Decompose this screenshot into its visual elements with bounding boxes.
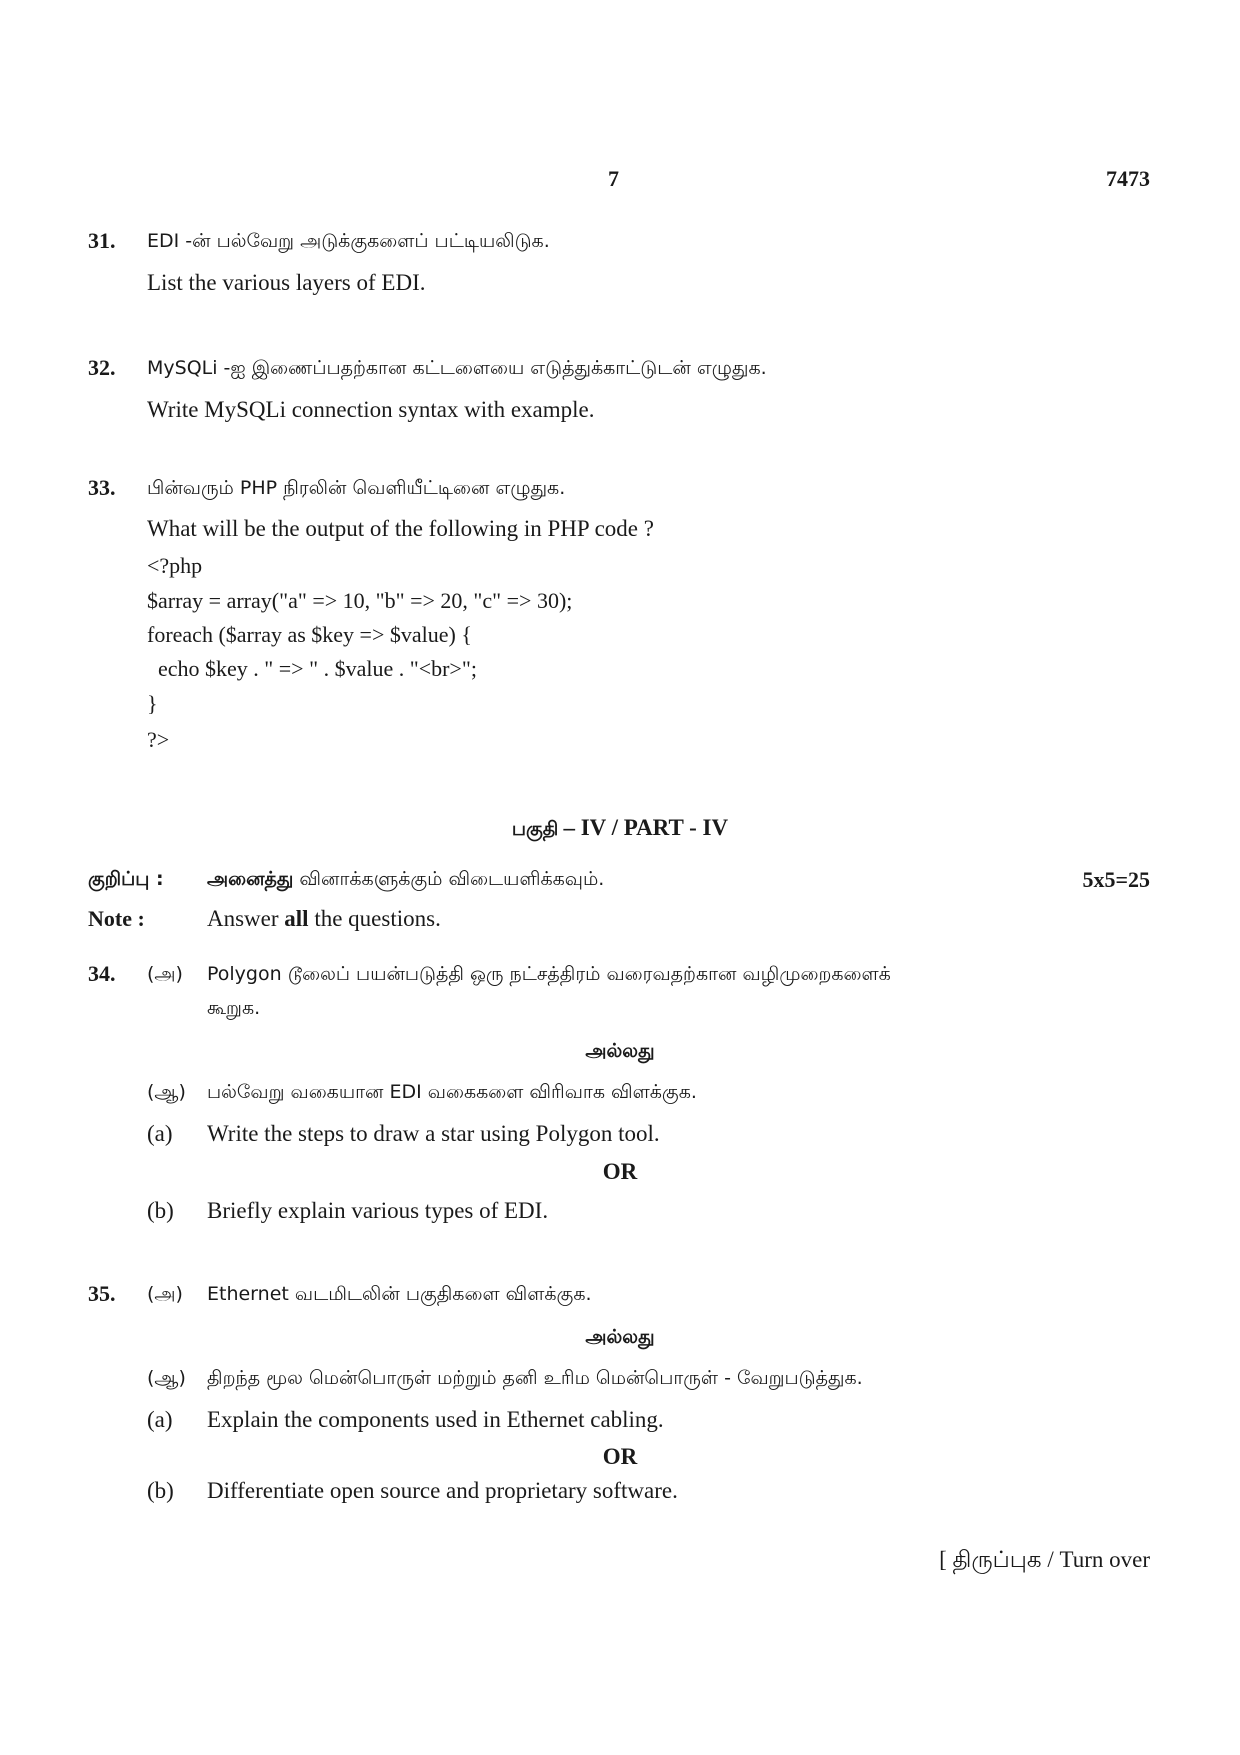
q31-english-text: List the various layers of EDI.	[147, 270, 426, 295]
code-line: ?>	[147, 727, 170, 752]
or-separator-tamil: அல்லது	[585, 1326, 655, 1348]
paper-code: 7473	[1106, 166, 1150, 191]
code-line: echo $key . " => " . $value . "<br>";	[147, 656, 477, 681]
note-label-english: Note :	[88, 906, 145, 931]
note-text-tamil	[207, 868, 604, 893]
section-heading-tamil: பகுதி	[511, 818, 559, 840]
q31-tamil-text: EDI -ன் பல்வேறு அடுக்குகளைப் பட்டியலிடுக.	[147, 230, 550, 252]
note-rest-tamil: வினாக்களுக்கும் விடையளிக்கவும்.	[299, 868, 605, 890]
question-number-34: 34.	[88, 961, 116, 986]
note-text-english	[207, 906, 441, 932]
section-heading	[0, 815, 1240, 843]
question-number-33: 33.	[88, 475, 116, 500]
q33-english-text: What will be the output of the following in PHP code ?	[147, 516, 654, 541]
q35-option-a-label: (a)	[147, 1407, 173, 1432]
or-separator-tamil: அல்லது	[585, 1040, 655, 1062]
q35-option-a-tamil: Ethernet வடமிடலின் பகுதிகளை விளக்குக.	[207, 1283, 592, 1305]
q34-option-a-english: Write the steps to draw a star using Polygon tool.	[207, 1121, 660, 1146]
q34-option-b-label-tamil: (ஆ)	[147, 1081, 186, 1103]
q35-option-b-english: Differentiate open source and proprietary software.	[207, 1478, 678, 1503]
marks-allocation: 5x5=25	[1082, 867, 1150, 892]
note-emphasis: all	[284, 906, 309, 931]
note-emphasis-tamil: அனைத்து	[207, 868, 294, 890]
or-separator: OR	[602, 1159, 638, 1184]
note-label-tamil: குறிப்பு :	[88, 868, 164, 890]
question-number-35: 35.	[88, 1281, 116, 1306]
turn-over-note: [ திருப்புக / Turn over	[939, 1547, 1150, 1572]
q34-option-a-tamil-cont: கூறுக.	[207, 997, 261, 1019]
code-line: <?php	[147, 553, 203, 578]
q35-option-a-label-tamil: (அ)	[147, 1283, 183, 1305]
page-number: 7	[608, 166, 619, 191]
code-line: }	[147, 691, 158, 716]
q34-option-a-tamil: Polygon டூலைப் பயன்படுத்தி ஒரு நட்சத்திரம் வரைவதற்கான வழிமுறைகளைக்	[207, 963, 891, 985]
q34-option-b-label: (b)	[147, 1198, 174, 1223]
question-number-31: 31.	[88, 228, 116, 253]
q35-option-b-label-tamil: (ஆ)	[147, 1367, 186, 1389]
q34-option-a-label-tamil: (அ)	[147, 963, 183, 985]
q34-option-b-english: Briefly explain various types of EDI.	[207, 1198, 549, 1223]
q35-option-a-english: Explain the components used in Ethernet cabling.	[207, 1407, 664, 1432]
code-line: foreach ($array as $key => $value) {	[147, 622, 472, 647]
section-heading-english: – IV / PART - IV	[563, 815, 729, 840]
q34-option-a-label: (a)	[147, 1121, 173, 1146]
q32-english-text: Write MySQLi connection syntax with example.	[147, 397, 595, 422]
q35-option-b-label: (b)	[147, 1478, 174, 1503]
q34-option-b-tamil: பல்வேறு வகையான EDI வகைகளை விரிவாக விளக்குக.	[207, 1081, 697, 1103]
or-separator: OR	[602, 1444, 638, 1469]
note-post: the questions.	[314, 906, 441, 931]
q32-tamil-text: MySQLi -ஐ இணைப்பதற்கான கட்டளையை எடுத்துக்காட்டுடன் எழுதுக.	[147, 357, 767, 379]
question-number-32: 32.	[88, 355, 116, 380]
note-pre: Answer	[207, 906, 279, 931]
q35-option-b-tamil: திறந்த மூல மென்பொருள் மற்றும் தனி உரிம மென்பொருள் - வேறுபடுத்துக.	[207, 1367, 863, 1389]
code-line: $array = array("a" => 10, "b" => 20, "c" => 30);	[147, 588, 573, 613]
q33-tamil-text: பின்வரும் PHP நிரலின் வெளியீட்டினை எழுதுக.	[147, 477, 566, 499]
